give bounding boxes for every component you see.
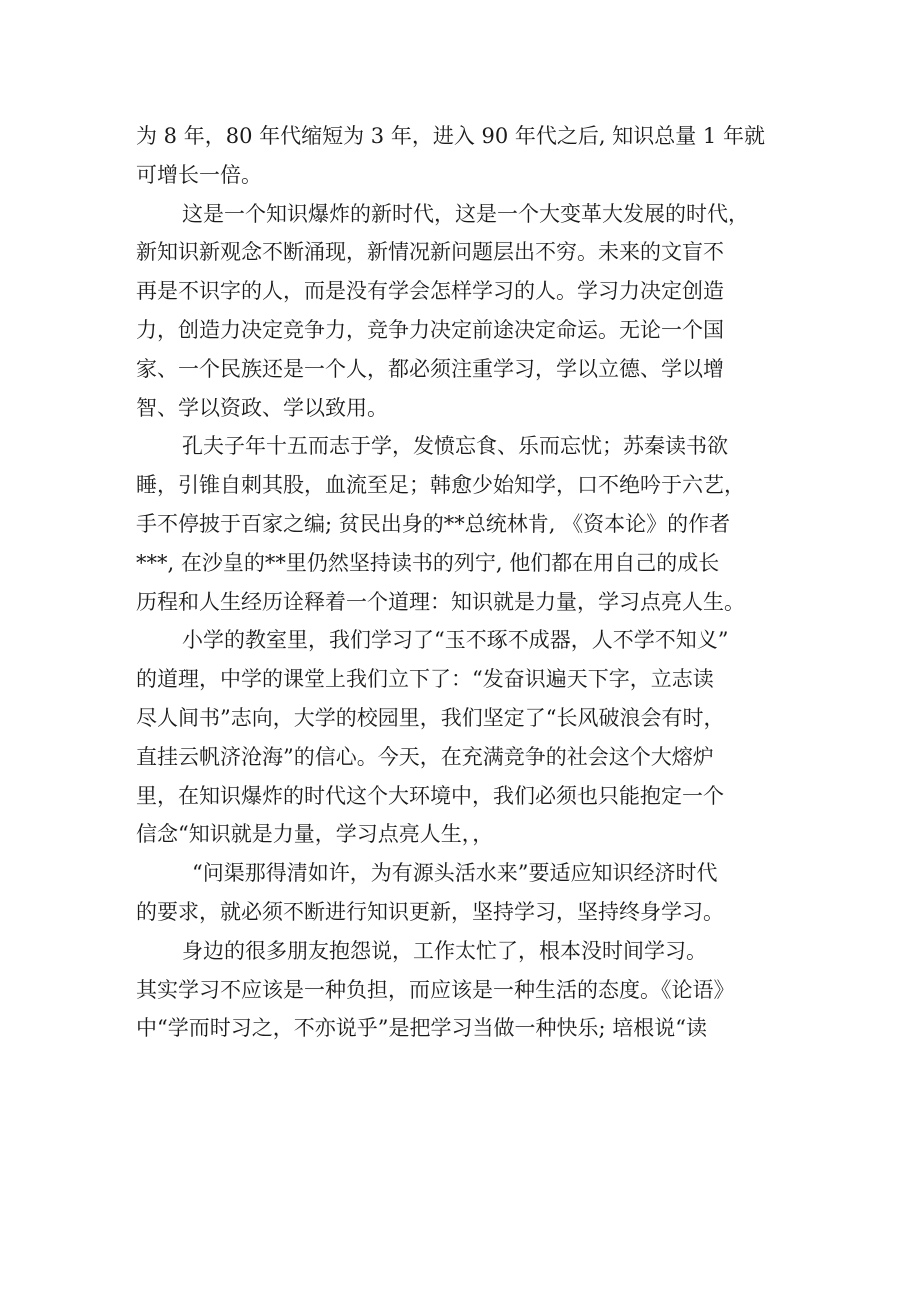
text-line: 家、一个民族还是一个人，都必须注重学习，学以立德、学以增	[136, 356, 724, 381]
text-line: 新知识新观念不断涌现，新情况新问题层出不穷。未来的文盲不	[136, 240, 724, 265]
text-line: 再是不识字的人，而是没有学会怎样学习的人。学习力决定创造	[136, 279, 724, 304]
text-line: 睡，引锥自刺其股，血流至足；韩愈少始知学，口不绝吟于六艺，	[136, 473, 745, 498]
text-line: 这是一个知识爆炸的新时代，这是一个大变革大发展的时代，	[182, 201, 749, 226]
text-line: 力，创造力决定竞争力，竞争力决定前途决定命运。无论一个国	[136, 317, 724, 342]
text-line: 的道理，中学的课堂上我们立下了：“发奋识遍天下字，立志读	[136, 667, 714, 692]
text-line: 其实学习不应该是一种负担，而应该是一种生活的态度。《论语》	[136, 977, 735, 1002]
text-line: 手不停披于百家之编; 贫民出身的**总统林肯, 《资本论》的作者	[136, 511, 731, 536]
text-line: 孔夫子年十五而志于学，发愤忘食、乐而忘忧；苏秦读书欲	[182, 434, 728, 459]
text-line: 小学的教室里，我们学习了“玉不琢不成器，人不学不知义”	[182, 628, 729, 653]
text-line: 可增长一倍。	[136, 162, 262, 187]
text-line: “问渠那得清如许，为有源头活水来”要适应知识经济时代	[192, 861, 718, 886]
text-line: 直挂云帆济沧海”的信心。今天，在充满竞争的社会这个大熔炉	[136, 744, 714, 769]
text-line: 的要求，就必须不断进行知识更新，坚持学习，坚持终身学习。	[136, 899, 724, 924]
text-line: 里，在知识爆炸的时代这个大环境中，我们必须也只能抱定一个	[136, 783, 724, 808]
text-line: 信念“知识就是力量，学习点亮人生，，	[136, 822, 494, 847]
text-line: 尽人间书”志向，大学的校园里，我们坚定了“长风破浪会有时，	[136, 705, 725, 730]
text-line: 历程和人生经历诠释着一个道理：知识就是力量，学习点亮人生。	[136, 589, 745, 614]
text-line: ***, 在沙皇的**里仍然坚持读书的列宁, 他们都在用自己的成长	[136, 550, 720, 575]
document-body	[136, 117, 800, 1048]
text-line: 为 8 年，80 年代缩短为 3 年，进入 90 年代之后, 知识总量 1 年就	[136, 124, 765, 148]
text-line: 中“学而时习之，不亦说乎”是把学习当做一种快乐; 培根说“读	[136, 1016, 707, 1041]
text-line: 智、学以资政、学以致用。	[136, 395, 388, 420]
text-line: 身边的很多朋友抱怨说，工作太忙了，根本没时间学习。	[182, 938, 707, 963]
